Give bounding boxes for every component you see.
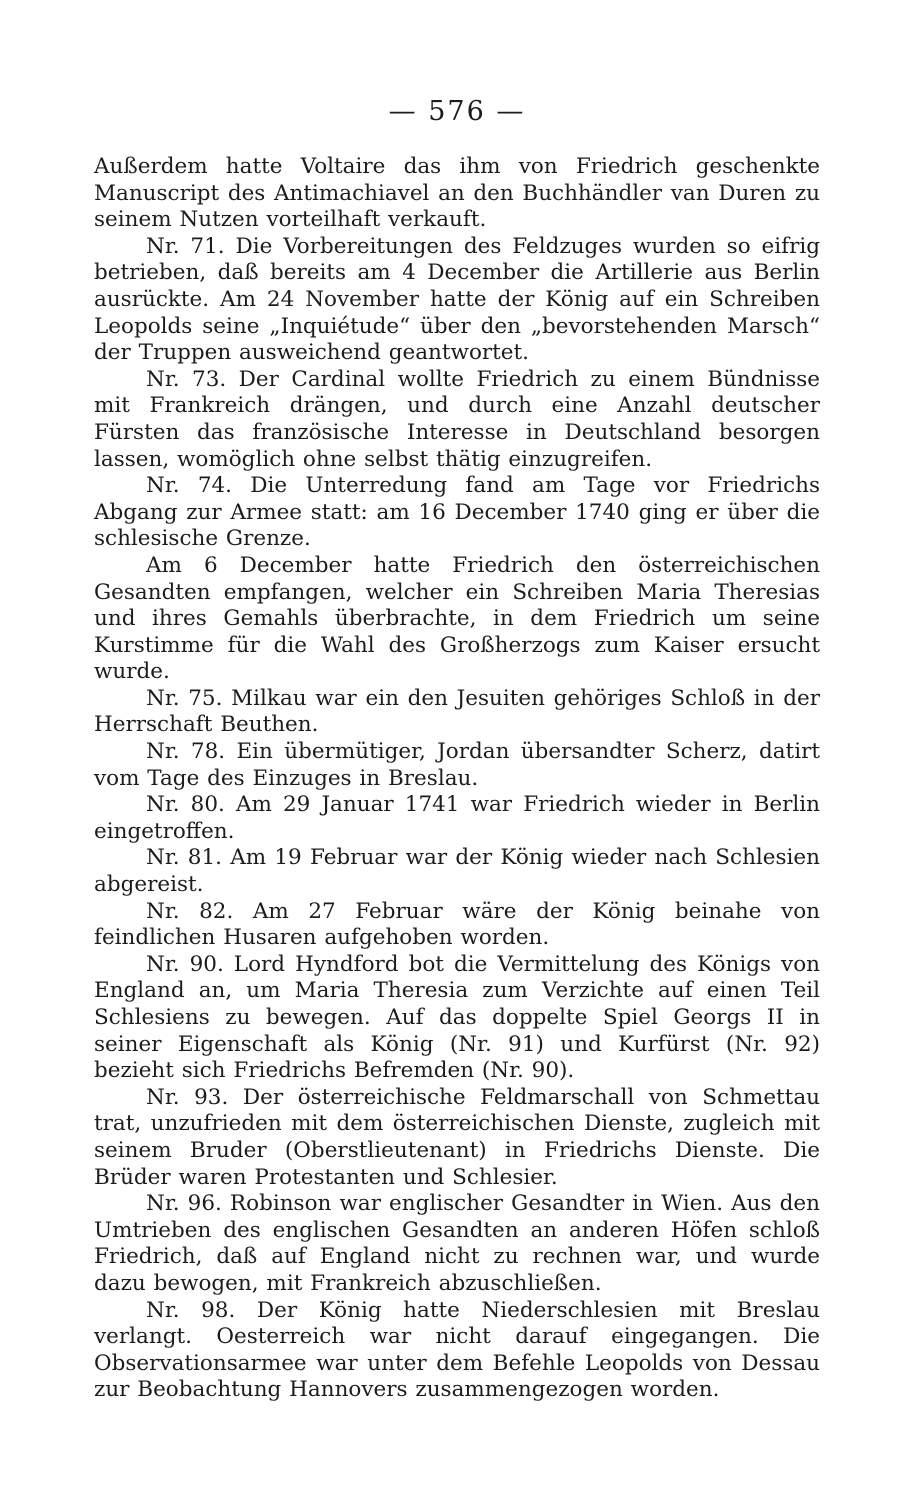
- note-nr-73: Nr. 73. Der Cardinal wollte Friedrich zu einem Bündnisse mit Frankreich drängen, und durch eine Anzahl deutscher Fürsten das französische Interesse in Deutschland besorgen lassen, womöglich ohne selbst thätig einzugreifen.: [94, 366, 820, 472]
- note-nr-80: Nr. 80. Am 29 Januar 1741 war Friedrich wieder in Berlin eingetroffen.: [94, 792, 820, 844]
- note-nr-93: Nr. 93. Der österreichische Feldmarschall von Schmettau trat, unzufrieden mit dem österreichischen Dienste, zugleich mit seinem Bruder (Oberstlieutenant) in Friedrichs Dienste. Die Brüder waren Protestanten und Schlesier.: [94, 1084, 820, 1190]
- note-nr-96: Nr. 96. Robinson war englischer Gesandter in Wien. Aus den Umtrieben des englischen Gesandten an anderen Höfen schloß Friedrich, daß auf England nicht zu rechnen war, und wurde dazu bewogen, mit Frankreich abzuschließen.: [94, 1191, 820, 1296]
- note-nr-71: Nr. 71. Die Vorbereitungen des Feldzuges wurden so eifrig betrieben, daß bereits am 4 December die Artillerie aus Berlin ausrückte. Am 24 November hatte der König auf ein Schreiben Leopolds seine „Inquiétude“ über den „bevorstehenden Marsch“ der Truppen ausweichend geantwortet.: [94, 233, 820, 366]
- body-text: [94, 154, 820, 1404]
- note-nr-74: Nr. 74. Die Unterredung fand am Tage vor Friedrichs Abgang zur Armee statt: am 16 December 1740 ging er über die schlesische Grenze.: [94, 473, 820, 552]
- paragraph-continuation: Außerdem hatte Voltaire das ihm von Friedrich geschenkte Manuscript des Antimachiavel an den Buchhändler van Duren zu seinem Nutzen vorteilhaft verkauft.: [94, 154, 820, 233]
- page-number: — 576 —: [388, 96, 526, 127]
- note-nr-75: Nr. 75. Milkau war ein den Jesuiten gehöriges Schloß in der Herrschaft Beuthen.: [94, 685, 820, 738]
- note-nr-78: Nr. 78. Ein übermütiger, Jordan übersandter Scherz, datirt vom Tage des Einzuges in Breslau.: [94, 739, 820, 791]
- note-nr-98: Nr. 98. Der König hatte Niederschlesien mit Breslau verlangt. Oesterreich war nicht darauf eingegangen. Die Observationsarmee war unter dem Befehle Leopolds von Dessau zur Beobachtung Hannovers zusammengezogen worden.: [94, 1297, 820, 1403]
- note-nr-81: Nr. 81. Am 19 Februar war der König wieder nach Schlesien abgereist.: [94, 845, 820, 898]
- note-nr-90: Nr. 90. Lord Hyndford bot die Vermittelung des Königs von England an, um Maria Theresia zum Verzichte auf einen Teil Schlesiens zu bewegen. Auf das doppelte Spiel Georgs II in seiner Eigenschaft als König (Nr. 91) und Kurfürst (Nr. 92) bezieht sich Friedrichs Befremden (Nr. 90).: [94, 951, 820, 1084]
- note-nr-82: Nr. 82. Am 27 Februar wäre der König beinahe von feindlichen Husaren aufgehoben worden.: [94, 898, 820, 951]
- note-nr-74-continued: Am 6 December hatte Friedrich den österreichischen Gesandten empfangen, welcher ein Schreiben Maria Theresias und ihres Gemahls überbrachte, in dem Friedrich um seine Kurstimme für die Wahl des Großherzogs zum Kaiser ersucht wurde.: [94, 552, 820, 685]
